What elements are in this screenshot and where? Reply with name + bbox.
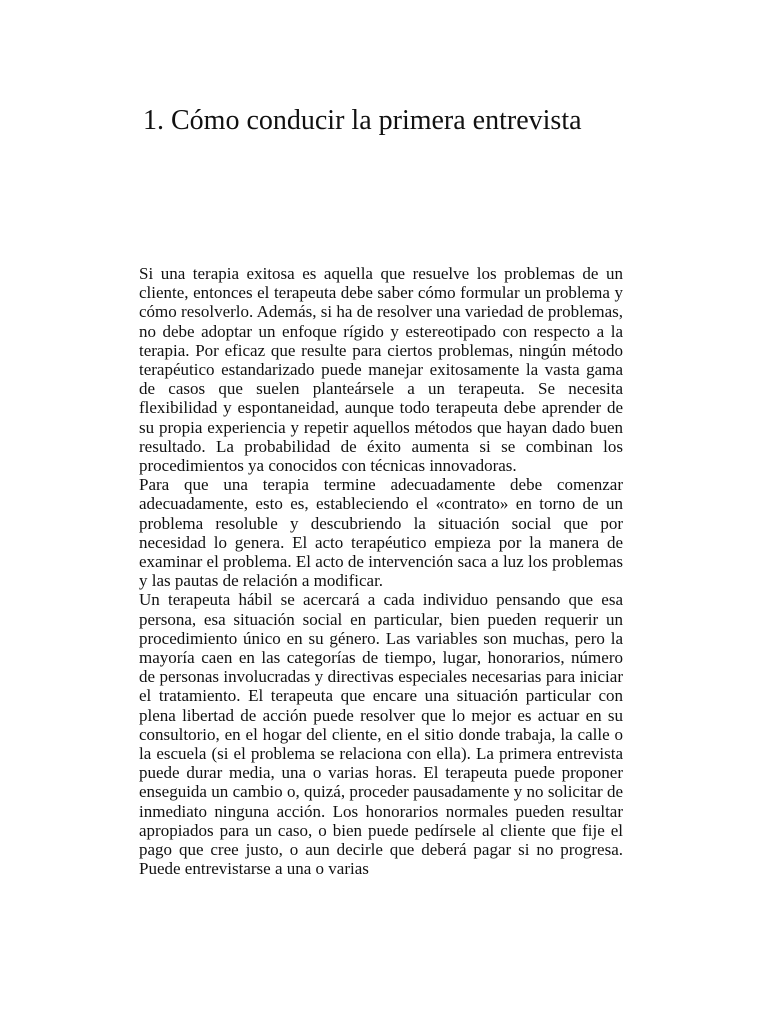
body-text xyxy=(139,264,623,879)
chapter-title: 1. Cómo conducir la primera entrevista xyxy=(143,105,582,136)
paragraph-1: Si una terapia exitosa es aquella que resuelve los problemas de un cliente, entonces el terapeuta debe saber cómo formular un problema y cómo resolverlo. Además, si ha de resolver una variedad de problemas, no debe adoptar un enfoque rígido y estereotipado con respecto a la terapia. Por eficaz que resulte para ciertos problemas, ningún método terapéutico estandarizado puede manejar exitosamente la vasta gama de casos que suelen planteársele a un terapeuta. Se necesita flexibilidad y espontaneidad, aunque todo terapeuta debe aprender de su propia experiencia y repetir aquellos métodos que hayan dado buen resultado. La probabilidad de éxito aumenta si se combinan los procedimientos ya conocidos con técnicas innovadoras. xyxy=(139,264,623,476)
paragraph-3: Un terapeuta hábil se acercará a cada individuo pensando que esa persona, esa situación social en particular, bien pueden requerir un procedimiento único en su género. Las variables son muchas, pero la mayoría caen en las categorías de tiempo, lugar, honorarios, número de personas involucradas y directivas especiales necesarias para iniciar el tratamiento. El terapeuta que encare una situación particular con plena libertad de acción puede resolver que lo mejor es actuar en su consultorio, en el hogar del cliente, en el sitio donde trabaja, la calle o la escuela (si el problema se relaciona con ella). La primera entrevista puede durar media, una o varias horas. El terapeuta puede proponer enseguida un cambio o, quizá, proceder pausadamente y no solicitar de inmediato ninguna acción. Los honorarios normales pueden resultar apropiados para un caso, o bien puede pedírsele al cliente que fije el pago que cree justo, o aun decirle que deberá pagar si no progresa. Puede entrevistarse a una o varias xyxy=(139,590,623,879)
paragraph-2: Para que una terapia termine adecuadamente debe comenzar adecuadamente, esto es, estableciendo el «contrato» en torno de un problema resoluble y descubriendo la situación social que por necesidad lo genera. El acto terapéutico empieza por la manera de examinar el problema. El acto de intervención saca a luz los problemas y las pautas de relación a modificar. xyxy=(139,475,623,591)
